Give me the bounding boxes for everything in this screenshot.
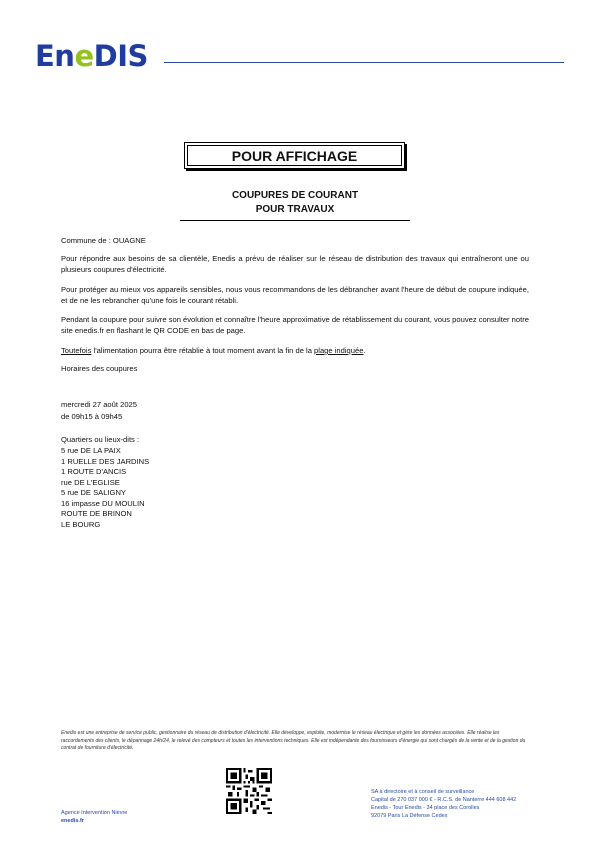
qr-code[interactable]	[226, 768, 272, 814]
street-item: 5 rue DE SALIGNY	[61, 488, 126, 497]
company-line-3: Enedis - Tour Enedis - 34 place des Corolles	[371, 805, 480, 811]
footer-right	[371, 788, 516, 820]
notice-title-box	[184, 142, 405, 169]
outage-date: mercredi 27 août 2025	[61, 400, 137, 409]
paragraph-3: Pendant la coupure pour suivre son évolution et connaître l'heure approximative de rétablissement du courant, vous pouvez consulter notre site enedis.fr en flashant le QR CODE en bas de page.	[61, 315, 529, 335]
subtitle-line-2: POUR TRAVAUX	[255, 204, 335, 215]
outage-time: de 09h15 à 09h45	[61, 412, 123, 421]
street-item: 1 RUELLE DES JARDINS	[61, 456, 150, 466]
paragraph-1: Pour répondre aux besoins de sa clientèle, Enedis a prévu de réaliser sur le réseau de distribution des travaux qui entraîneront une ou plusieurs coupures d'électricité.	[61, 254, 529, 274]
company-line-2: Capital de 270 037 000 € - R.C.S. de Nanterre 444 608 442	[371, 797, 517, 803]
street-item: LE BOURG	[61, 519, 101, 529]
street-item: 5 rue DE LA PAIX	[61, 446, 121, 455]
street-item: ROUTE DE BRINON	[61, 509, 132, 518]
paragraph-4: Toutefois l'alimentation pourra être rétablie à tout moment avant la fin de la plage indiquée.	[61, 346, 366, 355]
enedis-logo: EneDIS	[35, 39, 148, 73]
street-item: 16 impasse DU MOULIN	[61, 498, 145, 508]
horaires-label: Horaires des coupures	[61, 364, 138, 373]
legal-notice: Enedis est une entreprise de service public, gestionnaire du réseau de distribution d'électricité. Elle développe, exploite, modernise le réseau électrique et gère les données associées. Elle réalise les raccordements des clients, le dépannage 24h/24, le relevé des compteurs et toutes les interventions techniques. Elle est indépendante des fournisseurs d'énergie qui sont chargés de la vente et de la gestion du contrat de fourniture d'électricité.	[61, 730, 526, 751]
street-list	[61, 446, 149, 530]
subtitle-rule	[180, 220, 410, 221]
street-item: 1 ROUTE D'ANCIS	[61, 467, 127, 476]
notice-subtitle	[180, 189, 410, 221]
subtitle-line-1: COUPURES DE COURANT	[231, 190, 359, 201]
notice-title: POUR AFFICHAGE	[231, 147, 358, 164]
paragraph-2: Pour protéger au mieux vos appareils sensibles, nous vous recommandons de les débrancher avant l'heure de début de coupure indiquée, et de ne les rebrancher qu'une fois le courant rétabli.	[61, 285, 529, 305]
company-line-1: SA à directoire et à conseil de surveillance	[371, 789, 475, 795]
street-item: rue DE L'EGLISE	[61, 477, 120, 487]
quartiers-label: Quartiers ou lieux-dits :	[61, 435, 140, 444]
website-link[interactable]: enedis.fr	[61, 818, 84, 824]
company-line-4: 92079 Paris La Défense Cedex	[371, 813, 448, 819]
footer-left	[61, 809, 127, 825]
agency-name: Agence Intervention Nièvre	[61, 810, 128, 816]
header-rule	[164, 62, 564, 63]
commune-line: Commune de : OUAGNE	[61, 236, 146, 245]
